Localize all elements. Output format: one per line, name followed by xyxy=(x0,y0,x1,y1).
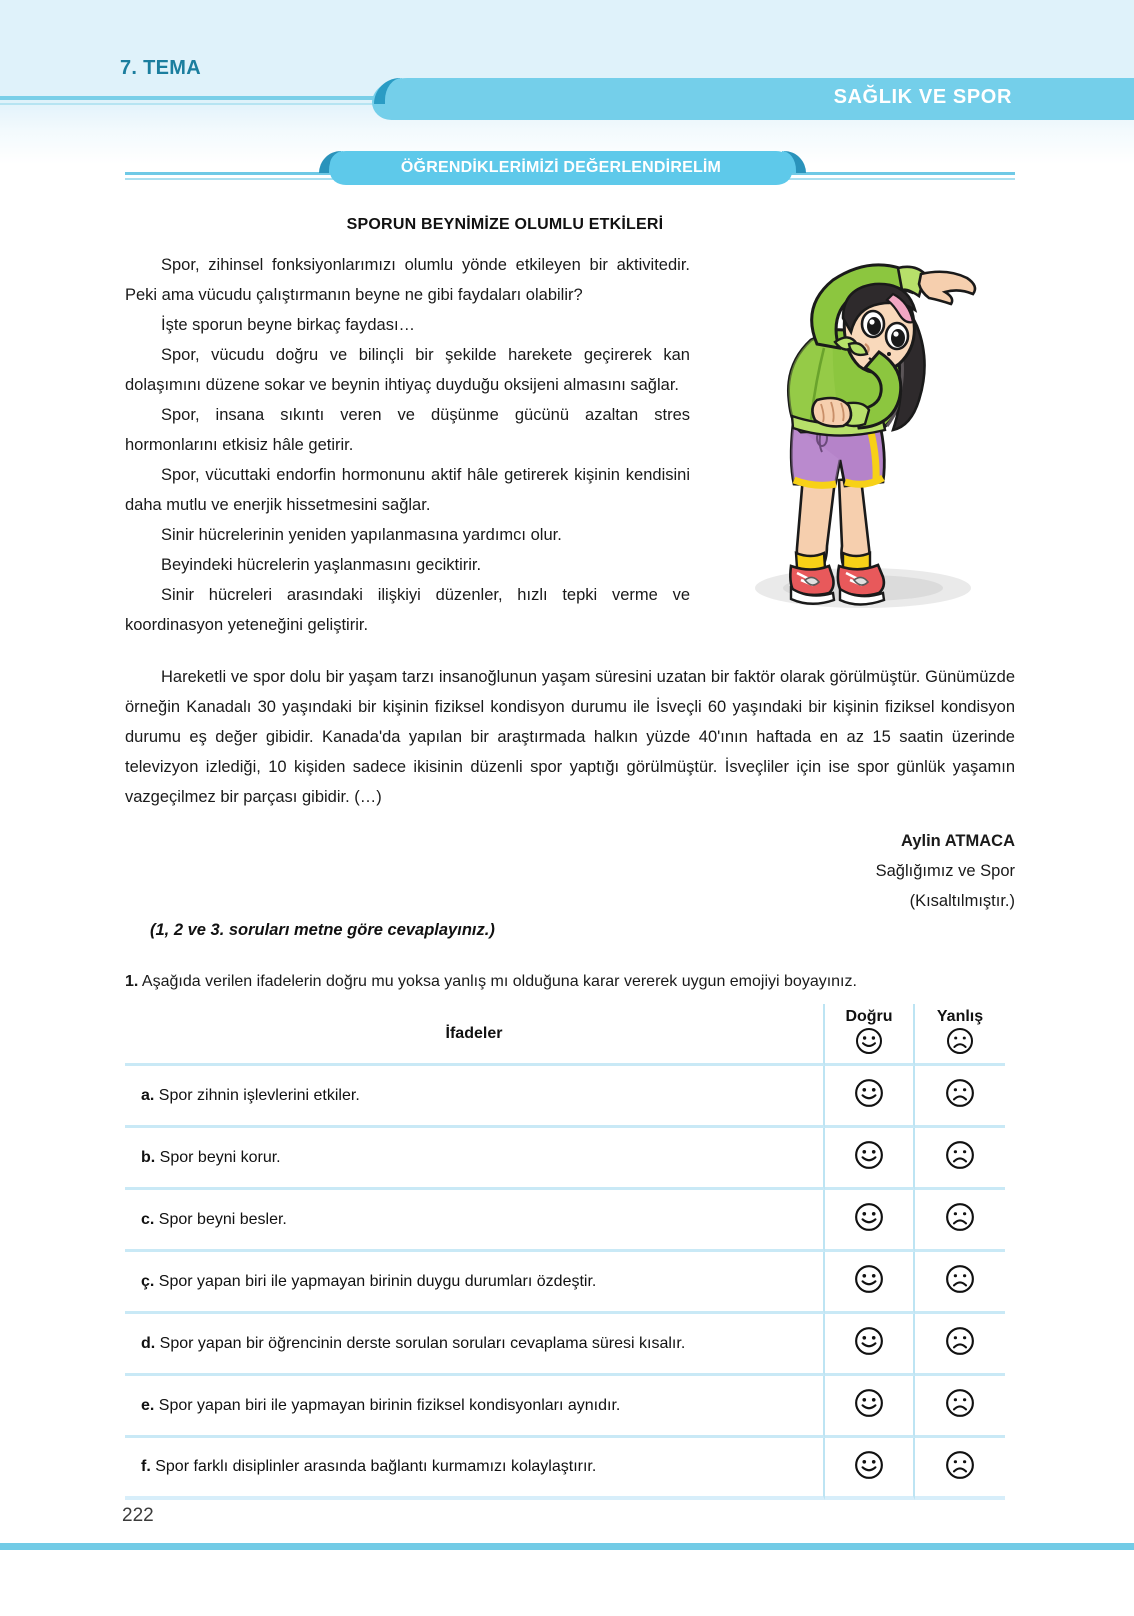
article-paragraph: Hareketli ve spor dolu bir yaşam tarzı insanoğlunun yaşam süresini uzatan bir faktör olarak görülmüştür. Günümüzde örneğin Kanadalı 30 yaşındaki bir kişinin fiziksel kondisyon durumu ile İsveçli 60 yaşındaki bir kişinin fiziksel kondisyon durumu eş değer gibidir. Kanada'da yapılan bir araştırmada halkın yüzde 40'ının haftada en az 15 saatin üzerinde televizyon izlediği, 10 kişiden sadece ikisinin düzenli spor yaptığı görülmüştür. İsveçliler için ise spor günlük yaşamın vazgeçilmez bir parçası gibidir. (…) xyxy=(125,668,1015,806)
statement-cell xyxy=(125,1438,825,1500)
smile-icon[interactable] xyxy=(854,1202,884,1237)
statement-key: d. xyxy=(141,1334,156,1352)
true-false-table xyxy=(125,1004,1005,1500)
header-true xyxy=(825,1004,915,1066)
stretching-girl-illustration xyxy=(693,248,1018,613)
statement-cell xyxy=(125,1252,825,1314)
article-paragraph: İşte sporun beyne birkaç faydası… xyxy=(161,316,416,334)
frown-icon[interactable] xyxy=(945,1450,975,1485)
answer-true-cell[interactable] xyxy=(825,1314,915,1376)
statement-cell xyxy=(125,1190,825,1252)
table-row xyxy=(125,1438,1005,1500)
statement-text: Spor yapan bir öğrencinin derste sorulan soruları cevaplama süresi kısalır. xyxy=(159,1334,686,1352)
frown-icon[interactable] xyxy=(945,1140,975,1175)
frown-icon xyxy=(946,1027,974,1060)
theme-title: SAĞLIK VE SPOR xyxy=(833,86,1012,108)
table-row xyxy=(125,1128,1005,1190)
question-directive: (1, 2 ve 3. soruları metne göre cevaplayınız.) xyxy=(150,921,495,939)
header-false xyxy=(915,1004,1005,1066)
question-1-number: 1. xyxy=(125,973,139,990)
statement-text: Spor zihnin işlevlerini etkiler. xyxy=(158,1086,360,1104)
theme-label: 7. TEMA xyxy=(120,57,201,79)
statement-cell xyxy=(125,1128,825,1190)
table-body xyxy=(125,1066,1005,1500)
statement-text: Spor farklı disiplinler arasında bağlantı kurmamızı kolaylaştırır. xyxy=(155,1458,597,1475)
attribution-author: Aylin ATMACA xyxy=(901,832,1015,850)
smile-icon[interactable] xyxy=(854,1326,884,1361)
question-1-text: Aşağıda verilen ifadelerin doğru mu yoksa yanlış mı olduğuna karar vererek uygun emojiyi boyayınız. xyxy=(141,973,857,990)
attribution-source: Sağlığımız ve Spor xyxy=(875,862,1015,880)
footer-rule xyxy=(0,1543,1134,1550)
article-column-text xyxy=(125,250,690,640)
statement-cell xyxy=(125,1314,825,1376)
table-row xyxy=(125,1314,1005,1376)
statement-key: f. xyxy=(141,1458,151,1475)
statement-key: b. xyxy=(141,1148,156,1166)
answer-true-cell[interactable] xyxy=(825,1252,915,1314)
frown-icon[interactable] xyxy=(945,1388,975,1423)
answer-true-cell[interactable] xyxy=(825,1376,915,1438)
table-row xyxy=(125,1252,1005,1314)
article-paragraph: Sinir hücrelerinin yeniden yapılanmasına yardımcı olur. xyxy=(161,526,562,544)
article-paragraph: Sinir hücreleri arasındaki ilişkiyi düzenler, hızlı tepki verme ve koordinasyon yeteneğini geliştirir. xyxy=(125,586,690,634)
question-1-prompt xyxy=(125,973,1025,991)
smile-icon[interactable] xyxy=(854,1450,884,1485)
smile-icon[interactable] xyxy=(854,1078,884,1113)
answer-true-cell[interactable] xyxy=(825,1190,915,1252)
smile-icon[interactable] xyxy=(854,1264,884,1299)
article-title: SPORUN BEYNİMİZE OLUMLU ETKİLERİ xyxy=(346,216,664,233)
answer-false-cell[interactable] xyxy=(915,1376,1005,1438)
answer-false-cell[interactable] xyxy=(915,1128,1005,1190)
smile-icon xyxy=(855,1027,883,1060)
frown-icon[interactable] xyxy=(945,1326,975,1361)
frown-icon[interactable] xyxy=(945,1264,975,1299)
answer-true-cell[interactable] xyxy=(825,1066,915,1128)
table-row xyxy=(125,1066,1005,1128)
answer-false-cell[interactable] xyxy=(915,1314,1005,1376)
page-number: 222 xyxy=(122,1505,154,1526)
article-paragraph: Spor, vücudu doğru ve bilinçli bir şekilde harekete geçirerek kan dolaşımını düzene sokar ve beynin ihtiyaç duyduğu oksijeni almasını sağlar. xyxy=(125,346,690,394)
answer-false-cell[interactable] xyxy=(915,1066,1005,1128)
statement-text: Spor beyni korur. xyxy=(159,1148,281,1166)
answer-false-cell[interactable] xyxy=(915,1252,1005,1314)
header-false-label: Yanlış xyxy=(936,1008,984,1026)
statement-text: Spor yapan biri ile yapmayan birinin fiziksel kondisyonları aynıdır. xyxy=(158,1396,621,1414)
header-statements: İfadeler xyxy=(125,1004,825,1066)
answer-true-cell[interactable] xyxy=(825,1128,915,1190)
statement-text: Spor yapan biri ile yapmayan birinin duygu durumları özdeştir. xyxy=(158,1272,597,1290)
header-true-label: Doğru xyxy=(845,1008,893,1026)
answer-false-cell[interactable] xyxy=(915,1190,1005,1252)
statement-key: e. xyxy=(141,1396,155,1414)
attribution-note: (Kısaltılmıştır.) xyxy=(909,892,1015,910)
answer-true-cell[interactable] xyxy=(825,1438,915,1500)
statement-cell xyxy=(125,1066,825,1128)
frown-icon[interactable] xyxy=(945,1078,975,1113)
smile-icon[interactable] xyxy=(854,1140,884,1175)
article-paragraph: Spor, vücuttaki endorfin hormonunu aktif hâle getirerek kişinin kendisini daha mutlu ve enerjik hissetmesini sağlar. xyxy=(125,466,690,514)
answer-false-cell[interactable] xyxy=(915,1438,1005,1500)
statement-key: ç. xyxy=(141,1272,155,1290)
statement-cell xyxy=(125,1376,825,1438)
article-wide-text xyxy=(125,662,1015,812)
attribution xyxy=(876,826,1015,916)
smile-icon[interactable] xyxy=(854,1388,884,1423)
article-paragraph: Spor, insana sıkıntı veren ve düşünme gücünü azaltan stres hormonlarını etkisiz hâle getirir. xyxy=(125,406,690,454)
table-header-row xyxy=(125,1004,1005,1066)
theme-title-ribbon xyxy=(372,78,1134,120)
table-row xyxy=(125,1190,1005,1252)
frown-icon[interactable] xyxy=(945,1202,975,1237)
table-row xyxy=(125,1376,1005,1438)
statement-text: Spor beyni besler. xyxy=(158,1210,287,1228)
article-paragraph: Spor, zihinsel fonksiyonlarımızı olumlu yönde etkileyen bir aktivitedir. Peki ama vücudu çalıştırmanın beyne ne gibi faydaları olabilir? xyxy=(125,256,690,304)
statement-key: c. xyxy=(141,1210,155,1228)
article-paragraph: Beyindeki hücrelerin yaşlanmasını geciktirir. xyxy=(161,556,482,574)
section-banner-label: ÖĞRENDİKLERİMİZİ DEĞERLENDİRELİM xyxy=(400,159,722,176)
statement-key: a. xyxy=(141,1086,155,1104)
